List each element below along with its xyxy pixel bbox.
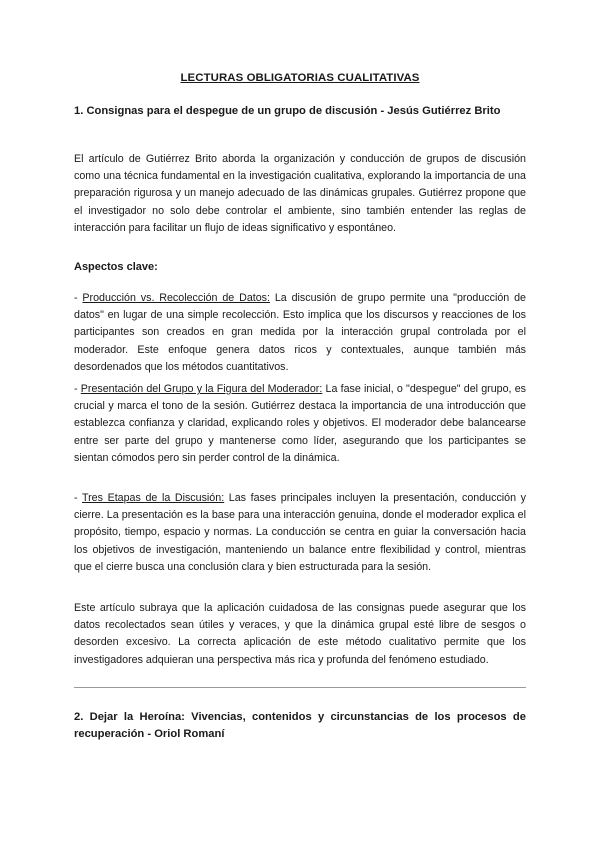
- aspect-item-1: [74, 290, 526, 376]
- aspect-item-3: [74, 490, 526, 576]
- section-1-intro: El artículo de Gutiérrez Brito aborda la organización y conducción de grupos de discusión como una técnica fundamental en la investigación cualitativa, explorando la importancia de una preparación rigurosa y un manejo adecuado de las dinámicas grupales. Gutiérrez propone que el investigador no solo debe controlar el ambiente, sino también entender las reglas de interacción para facilitar un flujo de ideas significativo y espontáneo.: [74, 153, 526, 234]
- aspect-text: Las fases principales incluyen la presentación, conducción y cierre. La presentación es la base para una interacción genuina, donde el moderador explica el propósito, tiempo, espacio y normas. La conducción se centra en guiar la conversación hacia los objetivos de investigación, manteniendo un balance entre flexibilidad y control, mientras que el cierre busca una conclusión clara y bien estructurada para la sesión.: [74, 492, 526, 573]
- section-1-heading: 1. Consignas para el despegue de un grupo de discusión - Jesús Gutiérrez Brito: [74, 105, 501, 117]
- aspect-text: La discusión de grupo permite una "producción de datos" en lugar de una simple recolección. Esto implica que los discursos y reacciones de los participantes son creados en gran medida por la interacción grupal controlada por el moderador. Este enfoque genera datos ricos y contextuales, aunque también más desordenados que los métodos cuantitativos.: [74, 292, 526, 373]
- bullet-dash: -: [74, 492, 82, 504]
- bullet-dash: -: [74, 383, 81, 395]
- aspect-label: Producción vs. Recolección de Datos:: [82, 292, 270, 304]
- section-2-heading: 2. Dejar la Heroína: Vivencias, contenidos y circunstancias de los procesos de recuperación - Oriol Romaní: [74, 711, 526, 740]
- aspect-text: La fase inicial, o "despegue" del grupo, es crucial y marca el tono de la sesión. Gutiérrez destaca la importancia de una introducción que establezca confianza y claridad, explicando roles y objetivos. El moderador debe balancearse entre ser parte del grupo y mantenerse como líder, asegurando que los participantes se sientan cómodos pero sin perder control de la dinámica.: [74, 383, 527, 464]
- document-title: LECTURAS OBLIGATORIAS CUALITATIVAS: [180, 72, 420, 84]
- aspects-heading: Aspectos clave:: [74, 261, 158, 273]
- aspect-item-2: [74, 381, 526, 467]
- aspect-label: Tres Etapas de la Discusión:: [81, 492, 225, 504]
- bullet-dash: -: [74, 292, 83, 304]
- aspect-label: Presentación del Grupo y la Figura del Moderador:: [80, 383, 323, 395]
- section-1-conclusion: Este artículo subraya que la aplicación cuidadosa de las consignas puede asegurar que los datos recolectados sean útiles y veraces, y que la dinámica grupal esté libre de sesgos o desorden excesivo. La correcta aplicación de este método cualitativo permite que los investigadores adquieran una perspectiva más rica y profunda del fenómeno estudiado.: [74, 602, 526, 666]
- section-divider: [74, 687, 526, 688]
